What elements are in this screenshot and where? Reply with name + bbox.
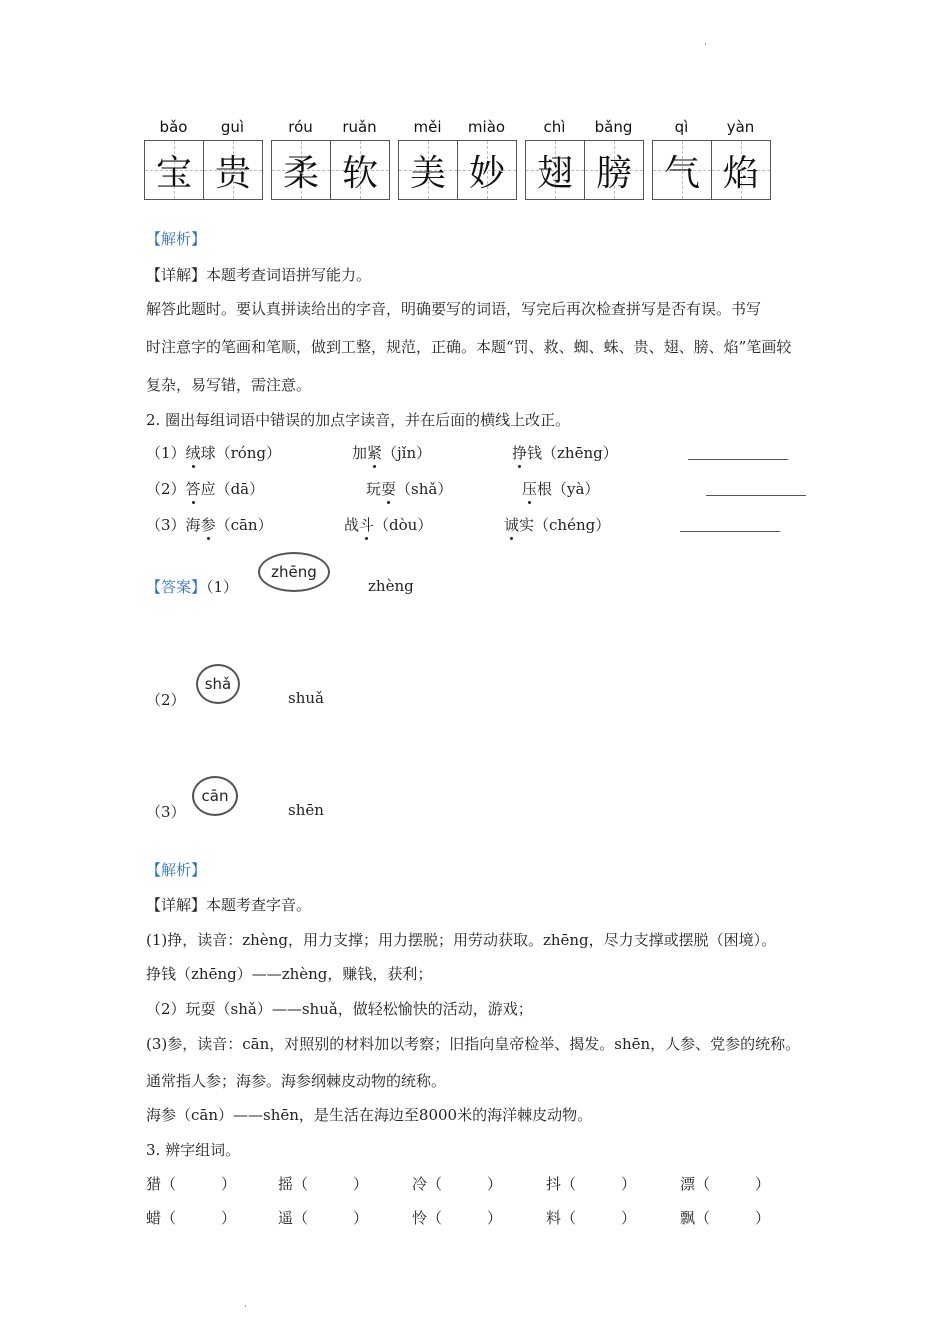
word-slot[interactable]: 漂（ ） bbox=[680, 1175, 771, 1193]
pinyin: yàn bbox=[726, 118, 755, 136]
question-item: 玩耍（shǎ） bbox=[366, 480, 453, 498]
pinyin: ruǎn bbox=[342, 118, 377, 136]
char-cell: 膀 bbox=[585, 141, 643, 199]
explanation-line: 通常指人参；海参。海参纲棘皮动物的统称。 bbox=[146, 1072, 447, 1090]
char-cell: 软 bbox=[331, 141, 389, 199]
corrected-pinyin: shēn bbox=[288, 801, 324, 819]
question-row: （1）绒球（róng） bbox=[146, 444, 282, 462]
pinyin: miào bbox=[467, 118, 506, 136]
question-item: 压根（yà） bbox=[522, 480, 600, 498]
paragraph: 时注意字的笔画和笔顺，做到工整，规范，正确。本题“罚、救、蜘、蛛、贵、翅、膀、焰”笔画较 bbox=[146, 338, 792, 356]
word-slot[interactable]: 飘（ ） bbox=[680, 1209, 771, 1227]
answer-num: （2） bbox=[146, 691, 186, 709]
answer-blank[interactable] bbox=[680, 530, 780, 532]
answer-line-1: 【答案】（1） bbox=[146, 578, 239, 596]
question-item: 诚实（chéng） bbox=[504, 516, 611, 534]
question-item: 加紧（jǐn） bbox=[352, 444, 432, 462]
circled-pinyin: shǎ bbox=[196, 664, 240, 704]
answer-blank[interactable] bbox=[688, 458, 788, 460]
char-cell: 妙 bbox=[458, 141, 516, 199]
explanation-line: 海参（cān）——shēn，是生活在海边至8000米的海洋棘皮动物。 bbox=[146, 1106, 593, 1124]
pinyin-word-grid bbox=[144, 118, 771, 200]
char-cell: 美 bbox=[399, 141, 458, 199]
word-slot[interactable]: 蜡（ ） bbox=[146, 1209, 237, 1227]
question-row: （2）答应（dā） bbox=[146, 480, 265, 498]
circled-pinyin: zhēng bbox=[258, 552, 330, 592]
explanation-line: （2）玩耍（shǎ）——shuǎ，做轻松愉快的活动，游戏； bbox=[146, 1000, 533, 1018]
word-block bbox=[271, 118, 390, 200]
pinyin: měi bbox=[413, 118, 442, 136]
answer-blank[interactable] bbox=[706, 494, 806, 496]
word-slot[interactable]: 冷（ ） bbox=[412, 1175, 503, 1193]
corrected-pinyin: shuǎ bbox=[288, 689, 324, 707]
word-slot[interactable]: 抖（ ） bbox=[546, 1175, 637, 1193]
explanation-line: 挣钱（zhēng）——zhèng，赚钱，获利； bbox=[146, 965, 433, 983]
word-block bbox=[398, 118, 517, 200]
word-slot[interactable]: 料（ ） bbox=[546, 1209, 637, 1227]
paragraph: 复杂，易写错，需注意。 bbox=[146, 376, 312, 394]
detail-text: 【详解】本题考查词语拼写能力。 bbox=[146, 266, 372, 284]
corrected-pinyin: zhèng bbox=[368, 577, 414, 595]
detail-text: 【详解】本题考查字音。 bbox=[146, 896, 312, 914]
explanation-line: (3)参，读音：cān，对照别的材料加以考察；旧指向皇帝检举、揭发。shēn，人参、党参的统称。 bbox=[146, 1035, 801, 1053]
paragraph: 解答此题时。要认真拼读给出的字音，明确要写的词语，写完后再次检查拼写是否有误。书写 bbox=[146, 300, 762, 318]
char-cell: 宝 bbox=[145, 141, 204, 199]
explanation-line: (1)挣，读音：zhèng，用力支撑；用力摆脱；用劳动获取。zhēng，尽力支撑或摆脱（困境）。 bbox=[146, 931, 777, 949]
pinyin: róu bbox=[288, 118, 313, 136]
pinyin: bǎo bbox=[159, 118, 188, 136]
question-title: 2. 圈出每组词语中错误的加点字读音，并在后面的横线上改正。 bbox=[146, 411, 571, 429]
pinyin: chì bbox=[543, 118, 566, 136]
word-block bbox=[652, 118, 771, 200]
question-item: 战斗（dòu） bbox=[344, 516, 433, 534]
word-slot[interactable]: 怜（ ） bbox=[412, 1209, 503, 1227]
char-cell: 焰 bbox=[712, 141, 770, 199]
answer-num: （3） bbox=[146, 803, 186, 821]
analysis-tag: 【解析】 bbox=[146, 230, 207, 248]
question-row: （3）海参（cān） bbox=[146, 516, 273, 534]
corner-mark-bottom: ، bbox=[244, 1300, 247, 1309]
pinyin: bǎng bbox=[594, 118, 633, 136]
word-block bbox=[525, 118, 644, 200]
char-cell: 气 bbox=[653, 141, 712, 199]
word-slot[interactable]: 摇（ ） bbox=[278, 1175, 369, 1193]
analysis-tag: 【解析】 bbox=[146, 861, 207, 879]
pinyin: qì bbox=[674, 118, 689, 136]
char-cell: 贵 bbox=[204, 141, 262, 199]
question-title: 3. 辨字组词。 bbox=[146, 1141, 241, 1159]
word-block bbox=[144, 118, 263, 200]
pinyin: guì bbox=[220, 118, 245, 136]
word-slot[interactable]: 遥（ ） bbox=[278, 1209, 369, 1227]
question-item: 挣钱（zhēng） bbox=[512, 444, 618, 462]
corner-mark-top: ، bbox=[704, 38, 707, 47]
circled-pinyin: cān bbox=[192, 776, 238, 816]
word-slot[interactable]: 猎（ ） bbox=[146, 1175, 237, 1193]
char-cell: 柔 bbox=[272, 141, 331, 199]
char-cell: 翅 bbox=[526, 141, 585, 199]
